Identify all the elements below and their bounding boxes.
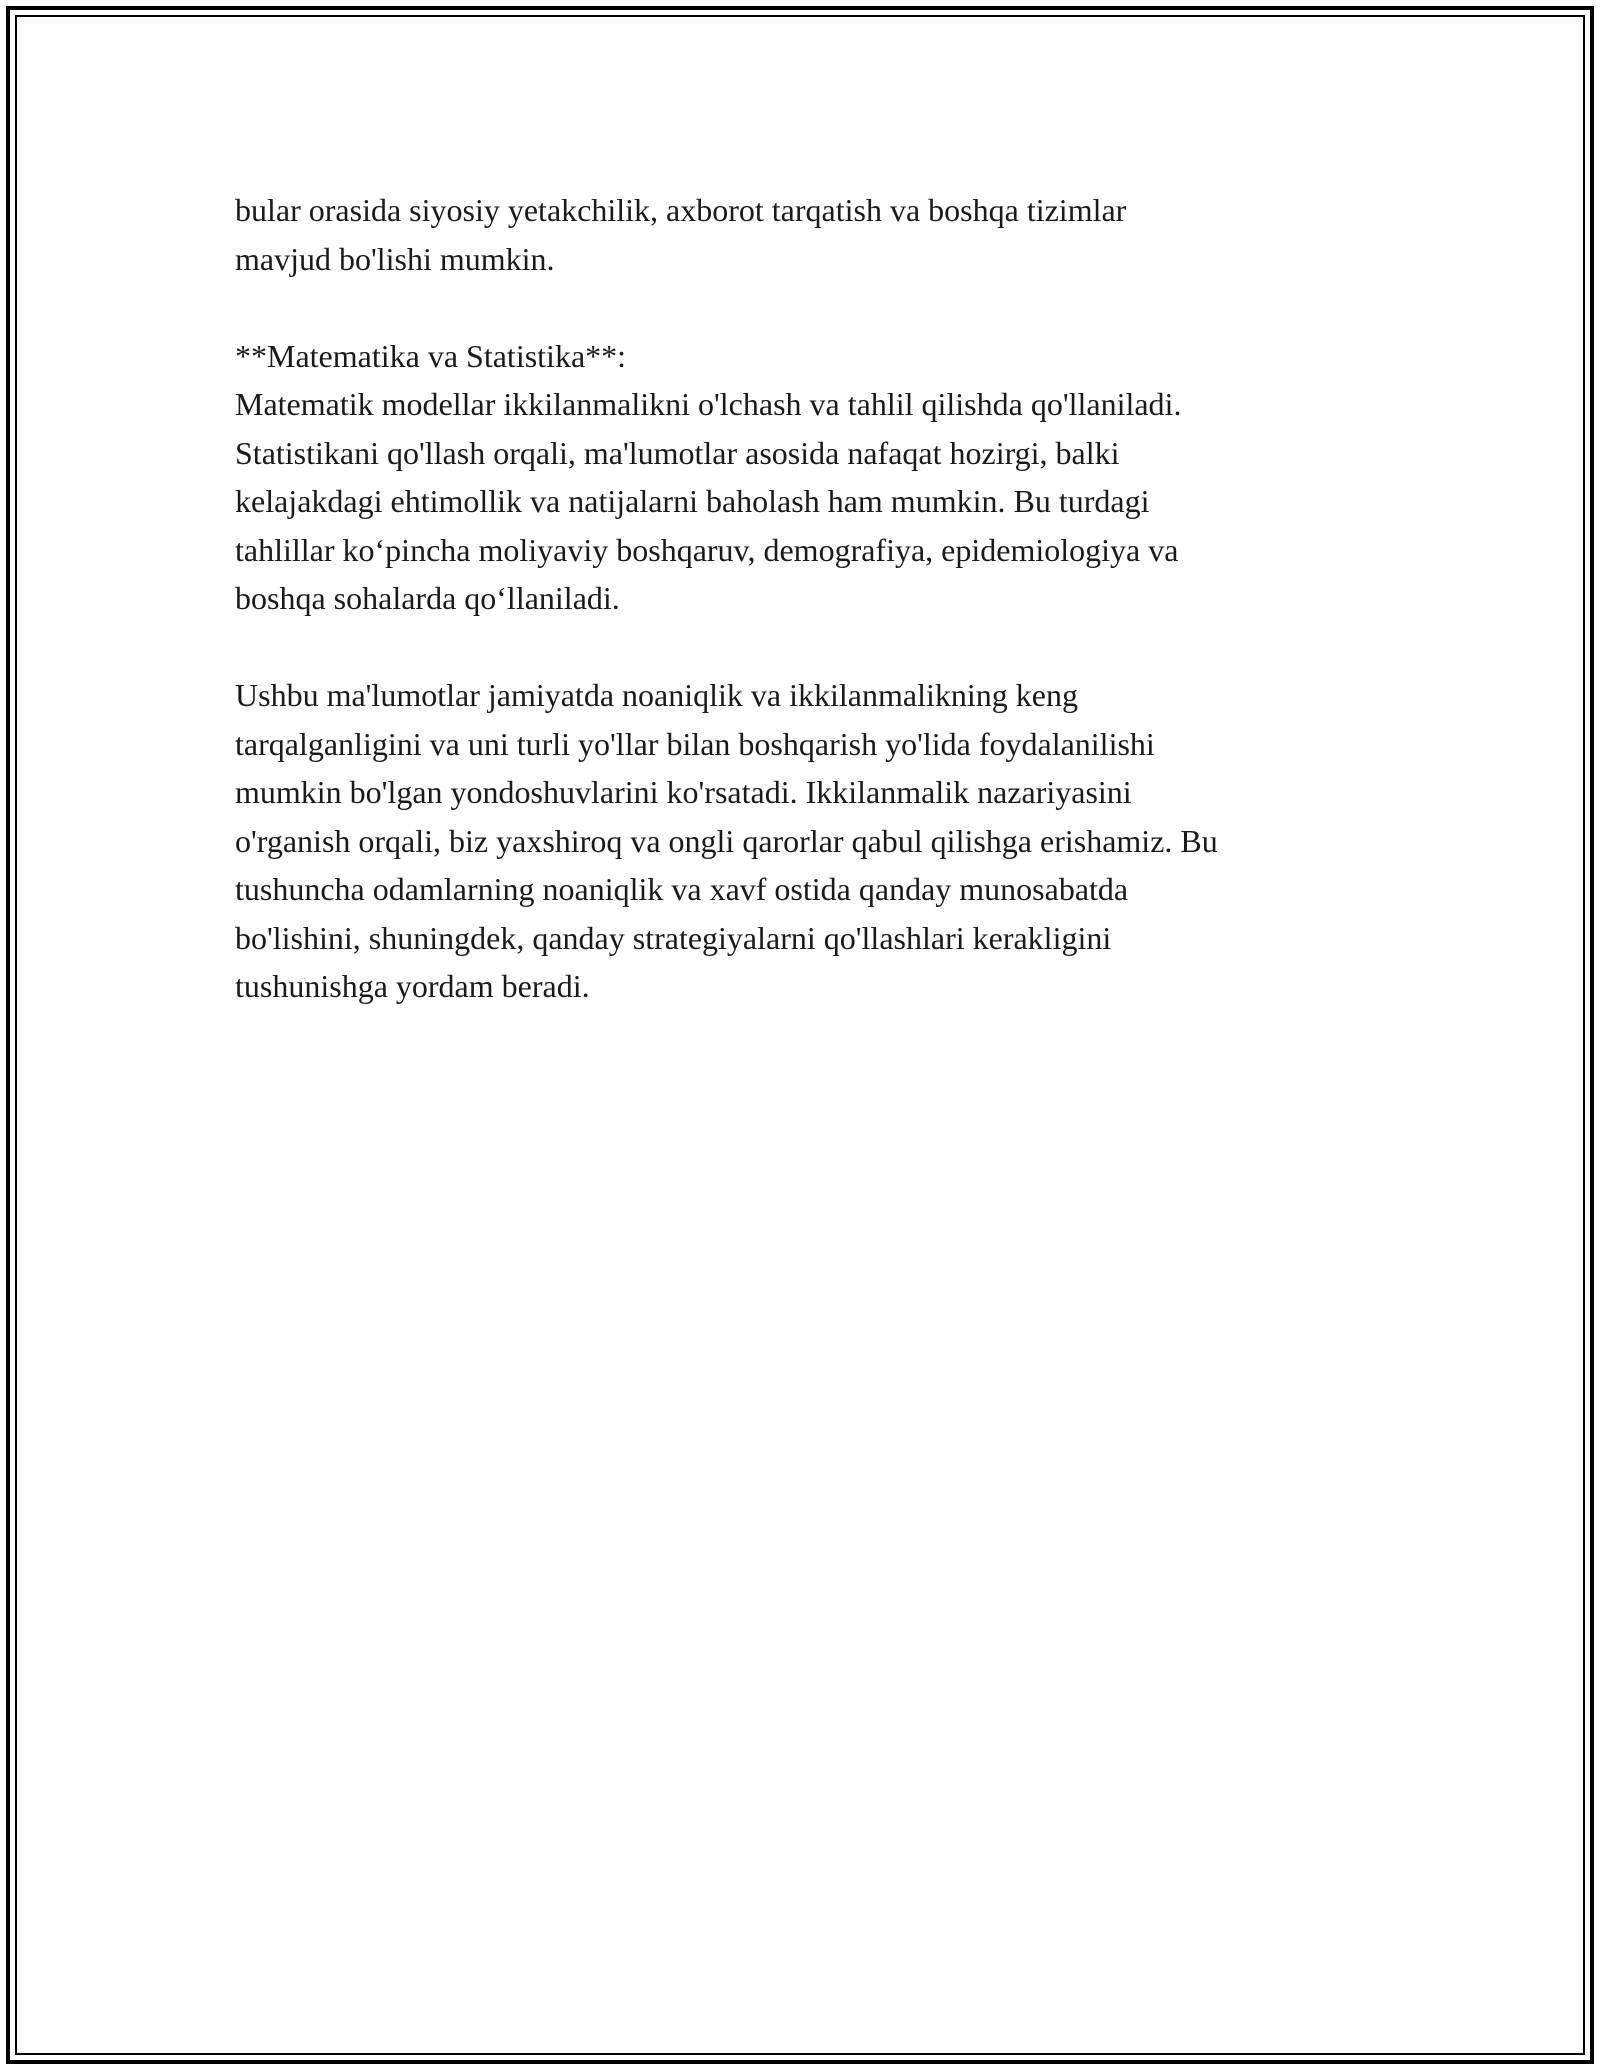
paragraph-statistics [235, 380, 1375, 623]
text-line: tahlillar ko‘pincha moliyaviy boshqaruv, demografiya, epidemiologiya va [235, 531, 1179, 568]
document-body [235, 186, 1375, 1011]
paragraph-continuation [235, 186, 1375, 283]
paragraph-spacer [235, 283, 1375, 332]
text-line: tushunishga yordam beradi. [235, 968, 590, 1004]
paragraph-spacer [235, 623, 1375, 672]
text-line: mumkin bo'lgan yondoshuvlarini ko'rsatadi. Ikkilanmalik nazariyasini [235, 774, 1132, 810]
text-line: mavjud bo'lishi mumkin. [235, 240, 555, 277]
text-line: tushuncha odamlarning noaniqlik va xavf ostida qanday munosabatda [235, 871, 1129, 907]
text-line: boshqa sohalarda qo‘llaniladi. [235, 580, 620, 616]
text-line: Ushbu ma'lumotlar jamiyatda noaniqlik va ikkilanmalikning keng [235, 677, 1078, 713]
text-line: bular orasida siyosiy yetakchilik, axborot tarqatish va boshqa tizimlar [235, 192, 1127, 228]
text-line: kelajakdagi ehtimollik va natijalarni baholash ham mumkin. Bu turdagi [235, 483, 1150, 519]
text-line: o'rganish orqali, biz yaxshiroq va ongli qarorlar qabul qilishga erishamiz. Bu [235, 822, 1218, 859]
paragraph-conclusion [235, 671, 1375, 1011]
section-heading: **Matematika va Statistika**: [235, 337, 627, 374]
text-line: bo'lishini, shuningdek, qanday strategiyalarni qo'llashlari kerakligini [235, 919, 1112, 956]
text-line: Statistikani qo'llash orqali, ma'lumotlar asosida nafaqat hozirgi, balki [235, 434, 1120, 471]
text-line: tarqalganligini va uni turli yo'llar bilan boshqarish yo'lida foydalanilishi [235, 725, 1155, 762]
text-line: Matematik modellar ikkilanmalikni o'lchash va tahlil qilishda qo'llaniladi. [235, 386, 1182, 422]
